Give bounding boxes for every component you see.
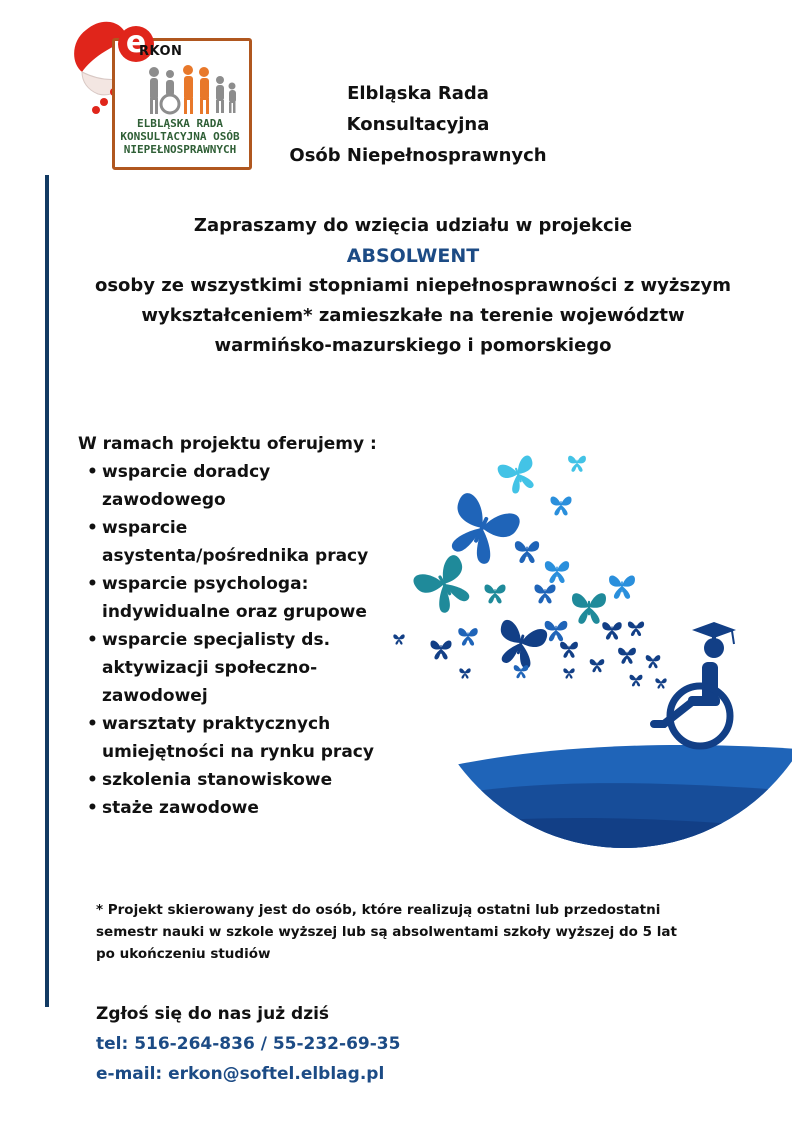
left-vertical-rule	[45, 175, 49, 1007]
org-line: Osób Niepełnosprawnych	[289, 145, 547, 166]
ground-waves	[412, 745, 792, 850]
offer-item	[78, 514, 408, 570]
invitation-line: Zapraszamy do wzięcia udziału w projekcie	[193, 215, 633, 236]
contact-heading: Zgłoś się do nas już dziś	[96, 1004, 330, 1024]
contact-email: e-mail: erkon@softel.elblag.pl	[96, 1064, 385, 1084]
bullet-icon: •	[87, 518, 98, 538]
org-line: Elbląska Rada	[347, 83, 489, 104]
offer-title: W ramach projektu oferujemy :	[78, 434, 377, 454]
wheelchair-graduate-illustration	[392, 430, 792, 850]
offer-item	[78, 570, 408, 626]
logo-brand-name: RKON	[139, 44, 183, 59]
bullet-icon: •	[87, 714, 98, 734]
organization-name	[268, 78, 568, 171]
contact-block	[96, 999, 596, 1089]
bullet-icon: •	[87, 798, 98, 818]
offer-item-text: wsparcie doradcy	[102, 462, 271, 482]
offer-item-text: wsparcie psychologa:	[102, 574, 309, 594]
project-name: ABSOLWENT	[346, 245, 480, 267]
offer-item-text: wsparcie	[102, 518, 188, 538]
footnote-line: po ukończeniu studiów	[96, 946, 271, 962]
offer-item-text: asystenta/pośrednika pracy	[102, 546, 369, 566]
target-group-line: warmińsko-mazurskiego i pomorskiego	[214, 335, 612, 356]
offer-item-text: zawodowej	[102, 686, 208, 706]
bullet-icon: •	[87, 630, 98, 650]
logo-brand-initial: e	[118, 26, 154, 62]
offer-item	[78, 794, 408, 822]
offer-item	[78, 766, 408, 794]
logo-caption-line: NIEPEŁNOSPRAWNYCH	[123, 143, 237, 156]
offer-item	[78, 710, 408, 766]
butterflies	[393, 454, 666, 688]
offer-item-text: indywidualne oraz grupowe	[102, 602, 367, 622]
offer-item	[78, 458, 408, 514]
bullet-icon: •	[87, 574, 98, 594]
offer-list	[78, 458, 408, 822]
footnote-line: semestr nauki w szkole wyższej lub są absolwentami szkoły wyższej do 5 lat	[96, 924, 677, 940]
logo-caption-line: KONSULTACYJNA OSÓB	[120, 130, 240, 143]
footnote	[96, 899, 736, 965]
offer-item-text: zawodowego	[102, 490, 226, 510]
offer-item	[78, 626, 408, 710]
offer-item-text: staże zawodowe	[102, 798, 259, 818]
offer-item-text: wsparcie specjalisty ds.	[102, 630, 331, 650]
logo-caption-line: ELBLĄSKA RADA	[136, 117, 224, 130]
offer-item-text: warsztaty praktycznych	[102, 714, 331, 734]
bullet-icon: •	[87, 770, 98, 790]
offer-item-text: aktywizacji społeczno-	[102, 658, 318, 678]
offer-item-text: szkolenia stanowiskowe	[102, 770, 333, 790]
target-group-line: osoby ze wszystkimi stopniami niepełnosprawności z wyższym	[94, 275, 732, 296]
org-line: Konsultacyjna	[346, 114, 490, 135]
contact-phone: tel: 516-264-836 / 55-232-69-35	[96, 1034, 401, 1054]
erkon-logo	[68, 18, 250, 166]
invitation-block	[60, 211, 766, 361]
footnote-line: * Projekt skierowany jest do osób, które realizują ostatni lub przedostatni	[96, 902, 661, 918]
wheelchair-graduate-icon	[654, 622, 736, 746]
logo-caption	[116, 117, 244, 156]
offer-item-text: umiejętności na rynku pracy	[102, 742, 374, 762]
offer-section	[78, 430, 408, 822]
people-group-icon	[144, 64, 240, 116]
bullet-icon: •	[87, 462, 98, 482]
target-group-line: wykształceniem* zamieszkałe na terenie województw	[141, 305, 685, 326]
